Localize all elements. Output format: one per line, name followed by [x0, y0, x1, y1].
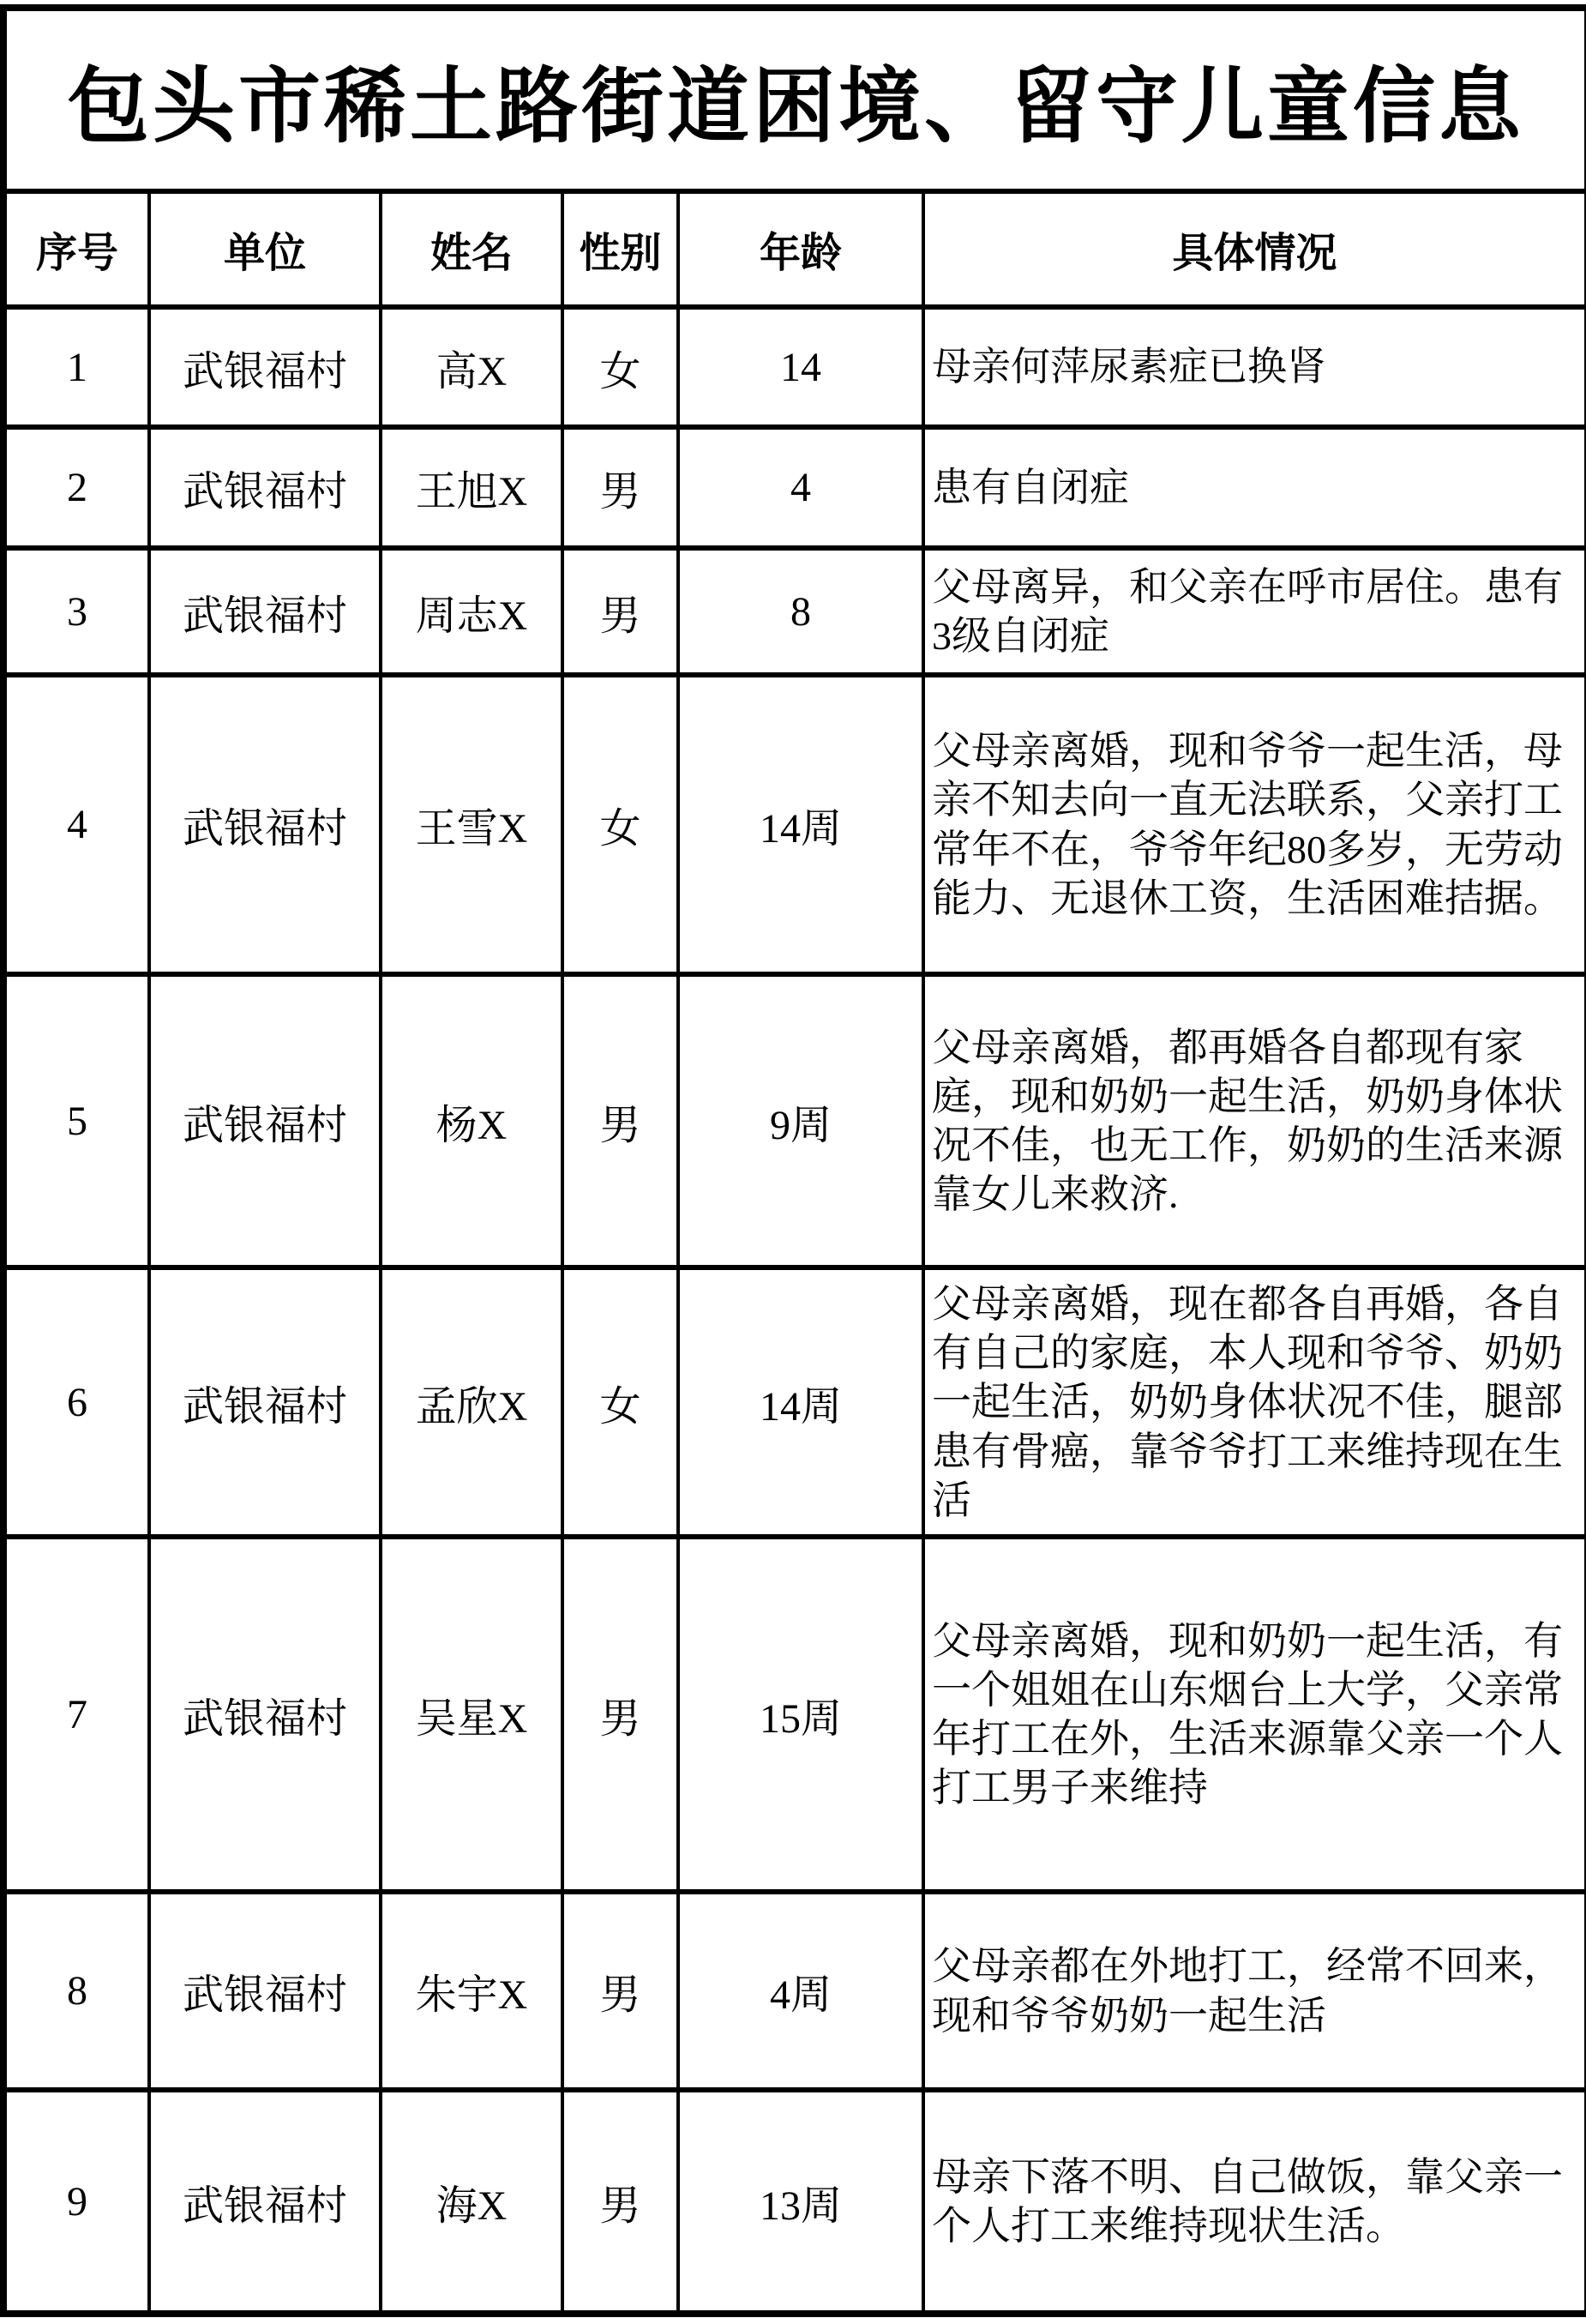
- cell-unit: 武银福村: [149, 974, 381, 1267]
- cell-detail: 父母亲离婚，现和爷爷一起生活，母亲不知去向一直无法联系，父亲打工常年不在，爷爷年纪80多岁，无劳动能力、无退休工资，生活困难拮据。: [923, 675, 1586, 974]
- table-row: [3, 974, 1586, 1267]
- table-row: [3, 307, 1586, 427]
- col-header-no: 序号: [3, 191, 149, 307]
- col-header-gender: 性别: [562, 191, 678, 307]
- cell-gender: 女: [562, 307, 678, 427]
- title-row: [3, 8, 1586, 191]
- cell-gender: 男: [562, 548, 678, 675]
- cell-no: 9: [3, 2090, 149, 2314]
- cell-unit: 武银福村: [149, 1537, 381, 1892]
- cell-age: 14周: [678, 675, 923, 974]
- cell-age: 15周: [678, 1537, 923, 1892]
- table-row: [3, 548, 1586, 675]
- cell-detail: 父母亲都在外地打工，经常不回来，现和爷爷奶奶一起生活: [923, 1892, 1586, 2090]
- cell-age: 14周: [678, 1267, 923, 1537]
- col-header-age: 年龄: [678, 191, 923, 307]
- cell-unit: 武银福村: [149, 548, 381, 675]
- cell-detail: 父母亲离婚，都再婚各自都现有家庭，现和奶奶一起生活，奶奶身体状况不佳，也无工作，奶奶的生活来源靠女儿来救济.: [923, 974, 1586, 1267]
- cell-age: 9周: [678, 974, 923, 1267]
- cell-unit: 武银福村: [149, 675, 381, 974]
- cell-gender: 男: [562, 1537, 678, 1892]
- cell-detail: 父母亲离婚，现在都各自再婚，各自有自己的家庭，本人现和爷爷、奶奶一起生活，奶奶身体状况不佳，腿部患有骨癌，靠爷爷打工来维持现在生活: [923, 1267, 1586, 1537]
- col-header-detail: 具体情况: [923, 191, 1586, 307]
- cell-unit: 武银福村: [149, 427, 381, 548]
- cell-age: 4周: [678, 1892, 923, 2090]
- cell-detail: 父母离异，和父亲在呼市居住。患有3级自闭症: [923, 548, 1586, 675]
- cell-no: 6: [3, 1267, 149, 1537]
- cell-name: 王旭X: [381, 427, 562, 548]
- cell-unit: 武银福村: [149, 2090, 381, 2314]
- cell-name: 王雪X: [381, 675, 562, 974]
- cell-no: 1: [3, 307, 149, 427]
- table-row: [3, 1892, 1586, 2090]
- cell-gender: 女: [562, 675, 678, 974]
- cell-detail: 患有自闭症: [923, 427, 1586, 548]
- page-title: 包头市稀土路街道困境、留守儿童信息: [3, 8, 1586, 191]
- cell-detail: 父母亲离婚，现和奶奶一起生活，有一个姐姐在山东烟台上大学，父亲常年打工在外，生活来源靠父亲一个人打工男子来维持: [923, 1537, 1586, 1892]
- cell-gender: 女: [562, 1267, 678, 1537]
- col-header-name: 姓名: [381, 191, 562, 307]
- table-row: [3, 1537, 1586, 1892]
- cell-detail: 母亲下落不明、自己做饭，靠父亲一个人打工来维持现状生活。: [923, 2090, 1586, 2314]
- cell-unit: 武银福村: [149, 307, 381, 427]
- cell-detail: 母亲何萍尿素症已换肾: [923, 307, 1586, 427]
- cell-no: 8: [3, 1892, 149, 2090]
- cell-no: 3: [3, 548, 149, 675]
- cell-age: 8: [678, 548, 923, 675]
- cell-age: 13周: [678, 2090, 923, 2314]
- cell-name: 周志X: [381, 548, 562, 675]
- cell-no: 4: [3, 675, 149, 974]
- cell-no: 7: [3, 1537, 149, 1892]
- cell-gender: 男: [562, 1892, 678, 2090]
- cell-gender: 男: [562, 2090, 678, 2314]
- table-row: [3, 2090, 1586, 2314]
- cell-unit: 武银福村: [149, 1892, 381, 2090]
- cell-name: 海X: [381, 2090, 562, 2314]
- table-row: [3, 675, 1586, 974]
- cell-age: 14: [678, 307, 923, 427]
- cell-name: 吴星X: [381, 1537, 562, 1892]
- cell-no: 5: [3, 974, 149, 1267]
- table-row: [3, 427, 1586, 548]
- header-row: [3, 191, 1586, 307]
- cell-gender: 男: [562, 427, 678, 548]
- table-row: [3, 1267, 1586, 1537]
- cell-name: 孟欣X: [381, 1267, 562, 1537]
- col-header-unit: 单位: [149, 191, 381, 307]
- cell-unit: 武银福村: [149, 1267, 381, 1537]
- cell-name: 朱宇X: [381, 1892, 562, 2090]
- cell-gender: 男: [562, 974, 678, 1267]
- cell-no: 2: [3, 427, 149, 548]
- cell-age: 4: [678, 427, 923, 548]
- cell-name: 杨X: [381, 974, 562, 1267]
- children-info-table: [0, 4, 1586, 2317]
- cell-name: 高X: [381, 307, 562, 427]
